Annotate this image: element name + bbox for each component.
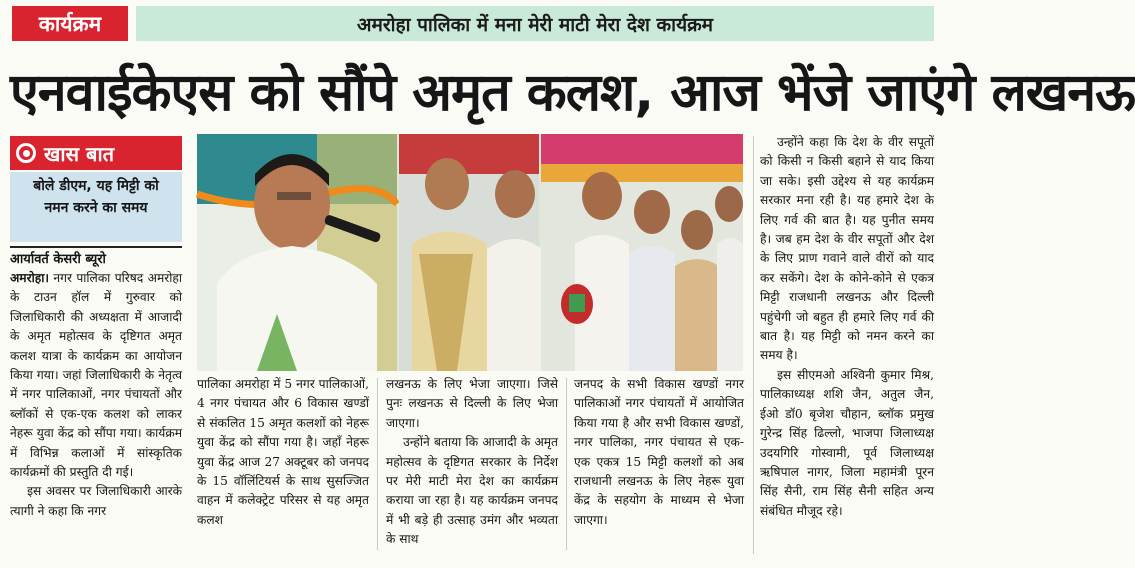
kicker-text: अमरोहा पालिका में मना मेरी माटी मेरा देश कार्यक्रम: [356, 13, 714, 36]
article-column-1: [10, 269, 182, 521]
article-column-5: [760, 133, 934, 521]
khas-baat-label: खास बात: [44, 141, 115, 166]
divider: [10, 246, 182, 248]
paragraph: उन्होंने बताया कि आजादी के अमृत महोत्सव के दृष्टिगत सरकार के निर्देश पर मेरी माटी मेरा देश का कार्यक्रम कराया जा रहा है। यह कार्यक्रम जनपद में भी बड़े ही उत्साह उमंग और भव्यता के साथ: [386, 435, 558, 547]
headline: एनवाईकेएस को सौंपे अमृत कलश, आज भेंजे जाएंगे लखनऊ: [10, 62, 1135, 123]
khas-baat-header: [10, 136, 182, 170]
paragraph: जनपद के सभी विकास खण्डों नगर पालिकाओं नगर पंचायतों में आयोजित किया गया है और सभी विकास खण्डों, नगर पालिका, नगर पंचायत से एक-एक एकत्र 15 मिट्टी कलशों को अब राजधानी लखनऊ के लिए नेहरू युवा केंद्र के सहयोग के माध्यम से भेजा जाएगा।: [574, 377, 744, 527]
bullet-circle-icon: [16, 143, 36, 163]
event-photo-illustration: [197, 134, 743, 371]
article-column-4: [574, 375, 744, 530]
news-photo: [197, 134, 743, 371]
section-tag: कार्यक्रम: [12, 6, 128, 41]
article-column-2: [197, 375, 369, 530]
column-divider: [566, 378, 567, 550]
column-divider: [753, 136, 754, 554]
paragraph: पालिका अमरोहा में 5 नगर पालिकाओं, 4 नगर पंचायत और 6 विकास खण्डों से संकलित 15 अमृत कलशों को नेहरू युवा केंद्र को सौंपा गया है। जहाँ नेहरू युवा केंद्र आज 27 अक्टूबर को जनपद के 15 वॉलिंटियर्स के साथ सुसज्जित वाहन में कलेक्ट्रेट परिसर से यह अमृत कलश: [197, 377, 369, 527]
kicker-bar: [136, 6, 934, 41]
paragraph: इस अवसर पर जिलाधिकारी आरके त्यागी ने कहा कि नगर: [10, 484, 182, 518]
article-column-3: [386, 375, 558, 550]
khas-baat-box: [10, 172, 182, 242]
column-divider: [377, 378, 378, 550]
paragraph: इस सीएमओ अश्विनी कुमार मिश्र, पालिकाध्यक्ष शशि जैन, अतुल जैन, ईओ डॉ0 बृजेश चौहान, ब्लॉक प्रमुख गुरेन्द्र सिंह ढिल्लो, भाजपा जिलाध्यक्ष उदयगिरि गोस्वामी, पूर्व जिलाध्यक्ष ऋषिपाल नागर, जिला महामंत्री पूरन सिंह सैनी, राम सिंह सैनी सहित अन्य संबंधित मौजूद रहे।: [760, 367, 934, 518]
paragraph: नगर पालिका परिषद अमरोहा के टाउन हॉल में गुरुवार को जिलाधिकारी की अध्यक्षता में आजादी के अमृत महोत्सव के दृष्टिगत अमृत कलश यात्रा के कार्यक्रम का आयोजन किया गया। जहां जिलाधिकारी के नेतृत्व में नगर पालिकाओं, नगर पंचायतों और ब्लॉकों से एक-एक कलश को लाकर नेहरू युवा केंद्र को सौंपा गया। कार्यक्रम में विभिन्न कलाओं में सांस्कृतिक कार्यक्रमों की प्रस्तुति दी गई।: [10, 271, 182, 480]
paragraph: लखनऊ के लिए भेजा जाएगा। जिसे पुनः लखनऊ से दिल्ली के लिए भेजा जाएगा।: [386, 377, 558, 430]
dateline: अमरोहा।: [10, 271, 49, 285]
khas-baat-text: बोले डीएम, यह मिट्टी को नमन करने का समय: [33, 178, 159, 216]
paragraph: उन्होंने कहा कि देश के वीर सपूतों को किसी न किसी बहाने से याद किया जा सके। इसी उद्देश्य से यह कार्यक्रम सरकार मना रही है। यह हमारे देश के लिए गर्व की बात है। यह पुनीत समय है। जब हम देश के वीर सपूतों और देश के लिए प्राण गवाने वाले वीरों को याद कर सकेंगे। देश के कोने-कोने से एकत्र मिट्टी राजधानी लखनऊ और दिल्ली पहुंचेगी जो बहुत ही हमारे लिए गर्व की बात है। यह मिट्टी को नमन करने का समय है।: [760, 135, 934, 363]
byline: आर्यावर्त केसरी ब्यूरो: [10, 252, 106, 267]
